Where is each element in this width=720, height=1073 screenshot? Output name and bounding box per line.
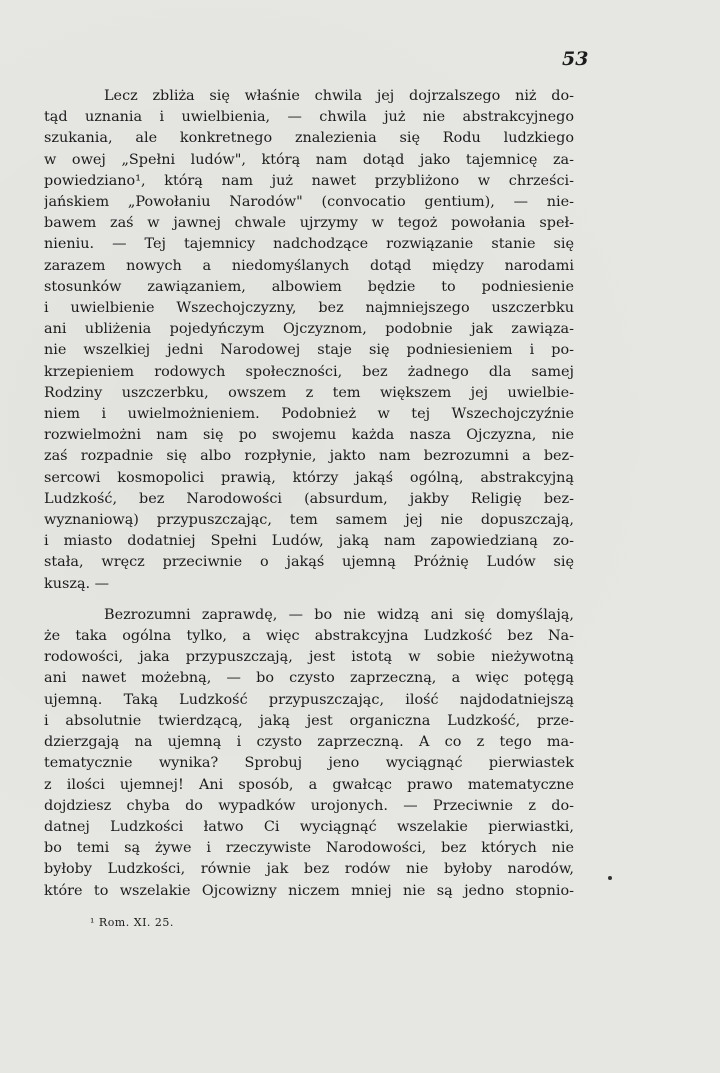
- text-line: sercowi kosmopolici prawią, którzy jakąś ogólną, abstrakcyjną: [44, 469, 574, 486]
- text-line: datnej Ludzkości łatwo Ci wyciągnąć wszelakie pierwiastki,: [44, 818, 574, 835]
- text-line: bo temi są żywe i rzeczywiste Narodowości, bez których nie: [44, 840, 574, 857]
- text-line: powiedziano¹, którą nam już nawet przybliżono w chrześci-: [44, 172, 574, 189]
- text-line: w owej „Spełni ludów", którą nam dotąd jako tajemnicę za-: [44, 151, 574, 168]
- page-number: 53: [562, 48, 589, 70]
- text-line: zaś rozpadnie się albo rozpłynie, jakto nam bezrozumni a bez-: [44, 448, 574, 465]
- text-line: ujemną. Taką Ludzkość przypuszczając, ilość najdodatniejszą: [44, 691, 574, 708]
- text-line: które to wszelakie Ojcowizny niczem mniej nie są jedno stopnio-: [44, 882, 574, 899]
- text-line: jańskiem „Powołaniu Narodów" (convocatio gentium), — nie-: [44, 194, 574, 211]
- text-line: rozwielmożni nam się po swojemu każda nasza Ojczyzna, nie: [44, 427, 574, 444]
- text-line: Bezrozumni zaprawdę, — bo nie widzą ani się domyślają,: [104, 606, 574, 623]
- text-line: kuszą. —: [44, 575, 110, 592]
- text-line: tąd uznania i uwielbienia, — chwila już nie abstrakcyjnego: [44, 109, 574, 126]
- text-line: ani ubliżenia pojedyńczym Ojczyznom, podobnie jak zawiąza-: [44, 321, 574, 338]
- text-line: nieniu. — Tej tajemnicy nadchodzące rozwiązanie stanie się: [44, 236, 574, 253]
- text-line: że taka ogólna tylko, a więc abstrakcyjna Ludzkość bez Na-: [44, 628, 574, 645]
- text-line: rodowości, jaka przypuszczają, jest istotą w sobie nieżywotną: [44, 649, 574, 666]
- text-line: ani nawet możebną, — bo czysto zaprzeczną, a więc potęgą: [44, 670, 574, 687]
- text-line: stała, wręcz przeciwnie o jakąś ujemną Próżnię Ludów się: [44, 554, 574, 571]
- text-line: i uwielbienie Wszechojczyzny, bez najmniejszego uszczerbku: [44, 300, 574, 317]
- text-line: nie wszelkiej jedni Narodowej staje się podniesieniem i po-: [44, 342, 574, 359]
- text-line: bawem zaś w jawnej chwale ujrzymy w tegoż powołania speł-: [44, 215, 574, 232]
- text-line: szukania, ale konkretnego znalezienia się Rodu ludzkiego: [44, 130, 574, 147]
- text-line: i absolutnie twierdzącą, jaką jest organiczna Ludzkość, prze-: [44, 712, 574, 729]
- ink-speck: [608, 876, 612, 880]
- text-line: stosunków zawiązaniem, albowiem będzie to podniesienie: [44, 278, 574, 295]
- text-line: niem i uwielmożnieniem. Podobnież w tej Wszechojczyźnie: [44, 406, 574, 423]
- text-line: wyznaniową) przypuszczając, tem samem jej nie dopuszczają,: [44, 512, 574, 529]
- text-line: i miasto dodatniej Spełni Ludów, jaką nam zapowiedzianą zo-: [44, 533, 574, 550]
- text-line: Lecz zbliża się właśnie chwila jej dojrzalszego niż do-: [104, 88, 574, 104]
- footnote: ¹ Rom. XI. 25.: [90, 916, 174, 929]
- text-line: zarazem nowych a niedomyślanych dotąd między narodami: [44, 257, 574, 274]
- text-line: dojdziesz chyba do wypadków urojonych. — Przeciwnie z do-: [44, 797, 574, 814]
- body-text: [44, 86, 574, 902]
- paragraph-gap: [44, 595, 574, 605]
- text-line: krzepieniem rodowych społeczności, bez żadnego dla samej: [44, 363, 574, 380]
- text-line: tematycznie wynika? Sprobuj jeno wyciągnąć pierwiastek: [44, 755, 574, 772]
- text-line: z ilości ujemnej! Ani sposób, a gwałcąc prawo matematyczne: [44, 776, 574, 793]
- text-line: Ludzkość, bez Narodowości (absurdum, jakby Religię bez-: [44, 490, 574, 507]
- text-line: Rodziny uszczerbku, owszem z tem większem jej uwielbie-: [44, 384, 574, 401]
- text-line: byłoby Ludzkości, równie jak bez rodów nie byłoby narodów,: [44, 861, 574, 878]
- text-line: dzierzgają na ujemną i czysto zaprzeczną. A co z tego ma-: [44, 734, 574, 751]
